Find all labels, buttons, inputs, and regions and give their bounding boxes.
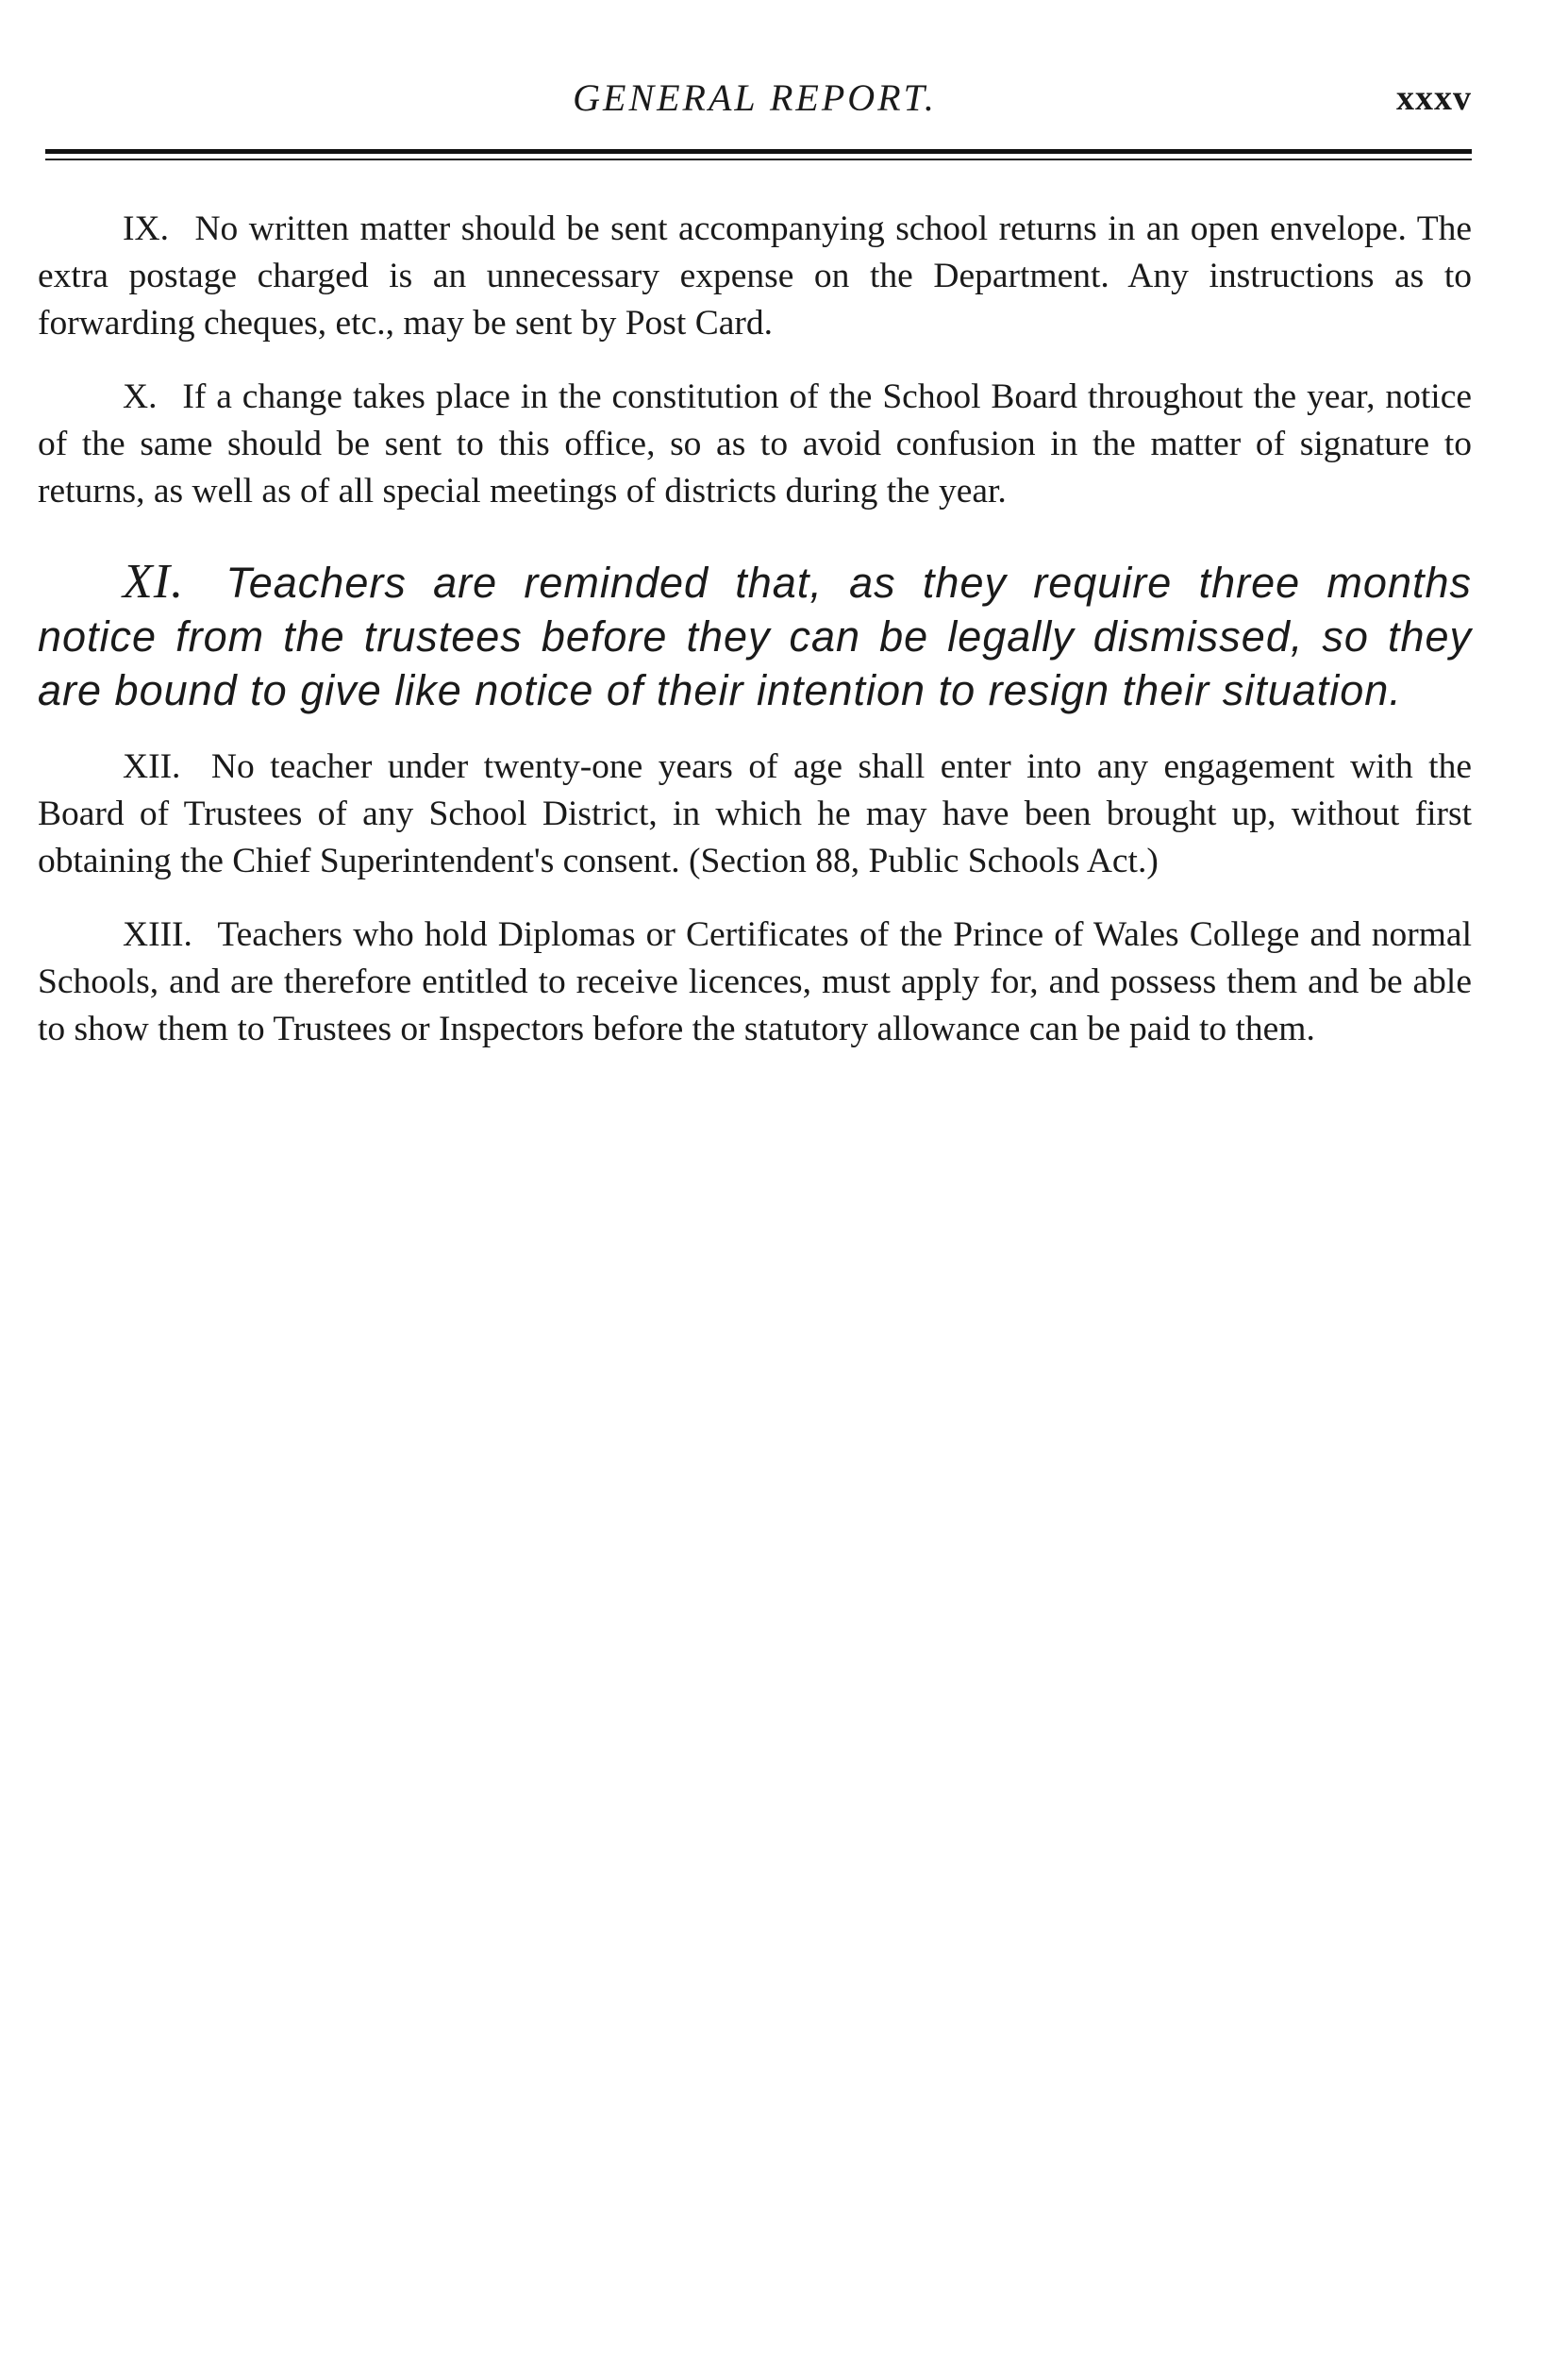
- paragraph-text: No written matter should be sent accompanying school returns in an open envelope. The extra postage charged is an unnecessary expense on the Department. Any instructions as to forwarding cheques, etc., may be sent by Post Card.: [38, 209, 1472, 343]
- paragraph-text: Teachers are reminded that, as they require three months notice from the trustees before they can be legally dismissed, so they are bound to give like notice of their intention to resign their situation.: [38, 559, 1472, 714]
- page-number: xxxv: [1396, 78, 1472, 118]
- paragraph-x: [38, 374, 1472, 515]
- paragraph-numeral: X.: [123, 377, 158, 416]
- paragraph-numeral: XII.: [123, 747, 181, 786]
- header-rule-thin: [45, 159, 1472, 160]
- running-head: [38, 66, 1472, 132]
- paragraph-xi-emphasized: [38, 555, 1472, 717]
- paragraph-text: Teachers who hold Diplomas or Certificates of the Prince of Wales College and normal Schools, and are therefore entitled to receive licences, must apply for, and possess them and be able to show them to Trustees or Inspectors before the statutory allowance can be paid to them.: [38, 915, 1472, 1048]
- paragraph-numeral: XI.: [123, 555, 185, 609]
- paragraph-numeral: XIII.: [123, 915, 192, 954]
- header-rule-thick: [45, 149, 1472, 154]
- paragraph-xiii: [38, 912, 1472, 1053]
- paragraph-text: No teacher under twenty-one years of age shall enter into any engagement with the Board of Trustees of any School District, in which he may have been brought up, without first obtaining the Chief Superintendent's consent. (Section 88, Public Schools Act.): [38, 747, 1472, 880]
- body-text: [38, 206, 1472, 1080]
- paragraph-text: If a change takes place in the constitution of the School Board throughout the year, notice of the same should be sent to this office, so as to avoid confusion in the matter of signature to returns, as well as of all special meetings of districts during the year.: [38, 377, 1472, 510]
- paragraph-ix: [38, 206, 1472, 347]
- running-title: GENERAL REPORT.: [573, 76, 937, 119]
- paragraph-xii: [38, 744, 1472, 885]
- paragraph-numeral: IX.: [123, 209, 169, 248]
